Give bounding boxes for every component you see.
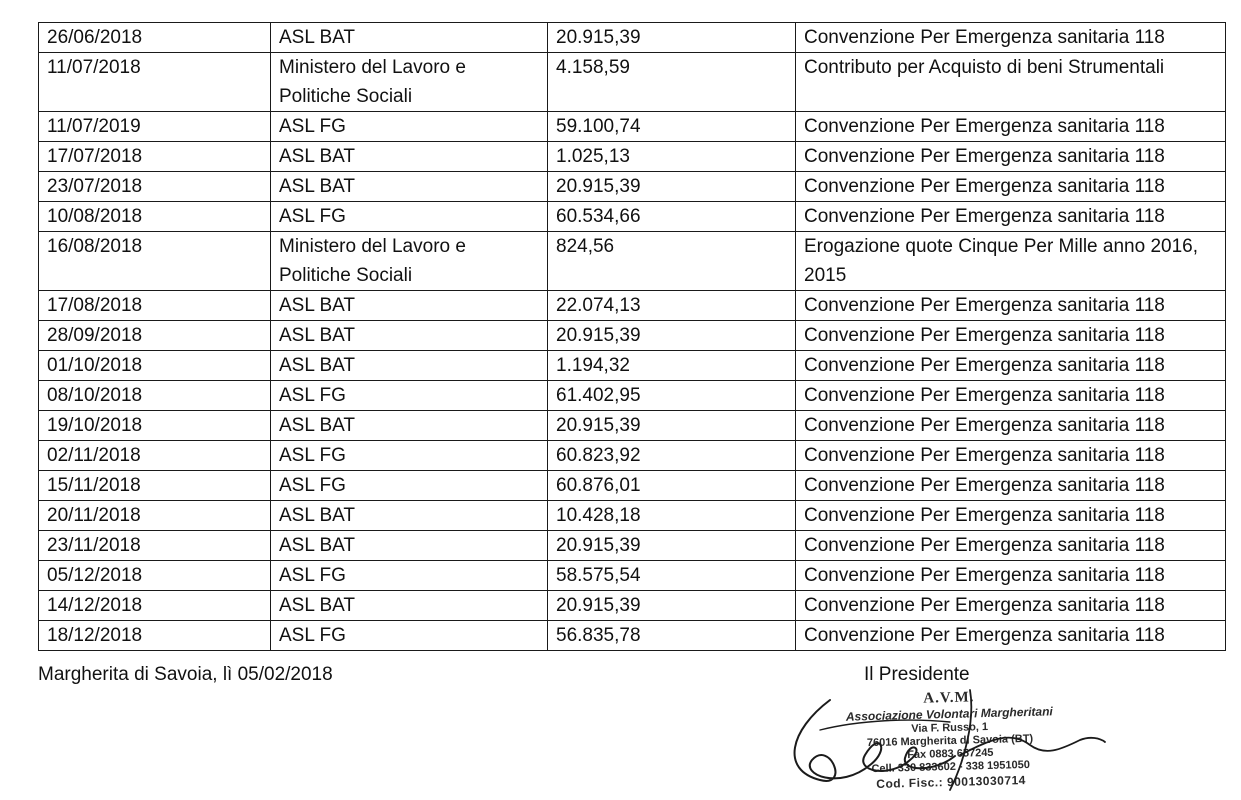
cell-description: Convenzione Per Emergenza sanitaria 118	[796, 621, 1226, 651]
table-row	[39, 23, 1226, 53]
payments-table-body	[39, 23, 1226, 651]
cell-date: 28/09/2018	[39, 321, 271, 351]
table-row	[39, 351, 1226, 381]
table-row	[39, 561, 1226, 591]
stamp-address: Via F. Russo, 1	[911, 721, 989, 736]
cell-date: 11/07/2018	[39, 53, 271, 112]
table-row	[39, 112, 1226, 142]
cell-description: Convenzione Per Emergenza sanitaria 118	[796, 291, 1226, 321]
cell-entity: ASL BAT	[271, 142, 548, 172]
cell-description: Convenzione Per Emergenza sanitaria 118	[796, 142, 1226, 172]
table-row	[39, 531, 1226, 561]
cell-description: Contributo per Acquisto di beni Strumentali	[796, 53, 1226, 112]
cell-description: Convenzione Per Emergenza sanitaria 118	[796, 501, 1226, 531]
cell-date: 23/07/2018	[39, 172, 271, 202]
table-row	[39, 471, 1226, 501]
association-stamp	[799, 686, 1102, 794]
cell-date: 01/10/2018	[39, 351, 271, 381]
cell-entity: ASL BAT	[271, 501, 548, 531]
table-row	[39, 591, 1226, 621]
cell-entity: Ministero del Lavoro e Politiche Sociali	[271, 232, 548, 291]
table-row	[39, 411, 1226, 441]
cell-date: 26/06/2018	[39, 23, 271, 53]
cell-description: Convenzione Per Emergenza sanitaria 118	[796, 561, 1226, 591]
cell-date: 08/10/2018	[39, 381, 271, 411]
cell-description: Convenzione Per Emergenza sanitaria 118	[796, 381, 1226, 411]
cell-amount: 20.915,39	[548, 23, 796, 53]
cell-entity: ASL BAT	[271, 23, 548, 53]
cell-date: 10/08/2018	[39, 202, 271, 232]
cell-entity: ASL BAT	[271, 591, 548, 621]
table-row	[39, 53, 1226, 112]
cell-description: Convenzione Per Emergenza sanitaria 118	[796, 591, 1226, 621]
cell-entity: ASL FG	[271, 621, 548, 651]
cell-amount: 61.402,95	[548, 381, 796, 411]
cell-description: Convenzione Per Emergenza sanitaria 118	[796, 112, 1226, 142]
payments-table	[38, 22, 1226, 651]
cell-description: Convenzione Per Emergenza sanitaria 118	[796, 351, 1226, 381]
cell-amount: 1.194,32	[548, 351, 796, 381]
cell-date: 14/12/2018	[39, 591, 271, 621]
stamp-organization: Associazione Volontari Margheritani	[845, 704, 1053, 724]
stamp-cell: Cell. 330 833602 - 338 1951050	[871, 758, 1031, 776]
table-row	[39, 381, 1226, 411]
stamp-fax: Fax 0883 657245	[907, 746, 994, 762]
cell-amount: 60.876,01	[548, 471, 796, 501]
table-row	[39, 501, 1226, 531]
cell-amount: 20.915,39	[548, 321, 796, 351]
stamp-title: A.V.M.	[923, 689, 975, 707]
cell-description: Convenzione Per Emergenza sanitaria 118	[796, 23, 1226, 53]
cell-date: 20/11/2018	[39, 501, 271, 531]
cell-entity: ASL FG	[271, 471, 548, 501]
stamp-city: 76016 Margherita di Savoia (BT)	[866, 732, 1034, 750]
cell-date: 15/11/2018	[39, 471, 271, 501]
cell-amount: 22.074,13	[548, 291, 796, 321]
table-row	[39, 621, 1226, 651]
cell-amount: 20.915,39	[548, 411, 796, 441]
cell-description: Convenzione Per Emergenza sanitaria 118	[796, 411, 1226, 441]
table-row	[39, 321, 1226, 351]
table-row	[39, 202, 1226, 232]
cell-description: Convenzione Per Emergenza sanitaria 118	[796, 471, 1226, 501]
cell-date: 17/07/2018	[39, 142, 271, 172]
cell-entity: ASL FG	[271, 441, 548, 471]
cell-entity: ASL BAT	[271, 321, 548, 351]
table-row	[39, 291, 1226, 321]
cell-description: Convenzione Per Emergenza sanitaria 118	[796, 441, 1226, 471]
table-row	[39, 441, 1226, 471]
place-and-date: Margherita di Savoia, lì 05/02/2018	[38, 664, 333, 685]
cell-amount: 56.835,78	[548, 621, 796, 651]
cell-amount: 10.428,18	[548, 501, 796, 531]
cell-amount: 60.823,92	[548, 441, 796, 471]
table-row	[39, 172, 1226, 202]
cell-entity: ASL BAT	[271, 351, 548, 381]
cell-amount: 20.915,39	[548, 531, 796, 561]
cell-description: Convenzione Per Emergenza sanitaria 118	[796, 321, 1226, 351]
cell-entity: ASL FG	[271, 112, 548, 142]
cell-description: Convenzione Per Emergenza sanitaria 118	[796, 531, 1226, 561]
cell-amount: 59.100,74	[548, 112, 796, 142]
cell-entity: ASL BAT	[271, 291, 548, 321]
cell-description: Erogazione quote Cinque Per Mille anno 2016, 2015	[796, 232, 1226, 291]
cell-amount: 58.575,54	[548, 561, 796, 591]
cell-date: 11/07/2019	[39, 112, 271, 142]
cell-date: 23/11/2018	[39, 531, 271, 561]
cell-entity: ASL BAT	[271, 411, 548, 441]
signatory-title: Il Presidente	[864, 664, 970, 685]
cell-entity: ASL FG	[271, 561, 548, 591]
cell-date: 02/11/2018	[39, 441, 271, 471]
cell-date: 05/12/2018	[39, 561, 271, 591]
cell-date: 18/12/2018	[39, 621, 271, 651]
cell-description: Convenzione Per Emergenza sanitaria 118	[796, 202, 1226, 232]
table-row	[39, 232, 1226, 291]
cell-amount: 20.915,39	[548, 172, 796, 202]
cell-entity: ASL BAT	[271, 172, 548, 202]
cell-amount: 60.534,66	[548, 202, 796, 232]
cell-amount: 4.158,59	[548, 53, 796, 112]
cell-date: 17/08/2018	[39, 291, 271, 321]
cell-entity: ASL BAT	[271, 531, 548, 561]
stamp-tax-code: Cod. Fisc.: 90013030714	[876, 773, 1027, 791]
cell-entity: ASL FG	[271, 381, 548, 411]
cell-date: 19/10/2018	[39, 411, 271, 441]
table-row	[39, 142, 1226, 172]
cell-amount: 20.915,39	[548, 591, 796, 621]
cell-entity: ASL FG	[271, 202, 548, 232]
cell-amount: 824,56	[548, 232, 796, 291]
cell-entity: Ministero del Lavoro e Politiche Sociali	[271, 53, 548, 112]
cell-date: 16/08/2018	[39, 232, 271, 291]
cell-amount: 1.025,13	[548, 142, 796, 172]
cell-description: Convenzione Per Emergenza sanitaria 118	[796, 172, 1226, 202]
